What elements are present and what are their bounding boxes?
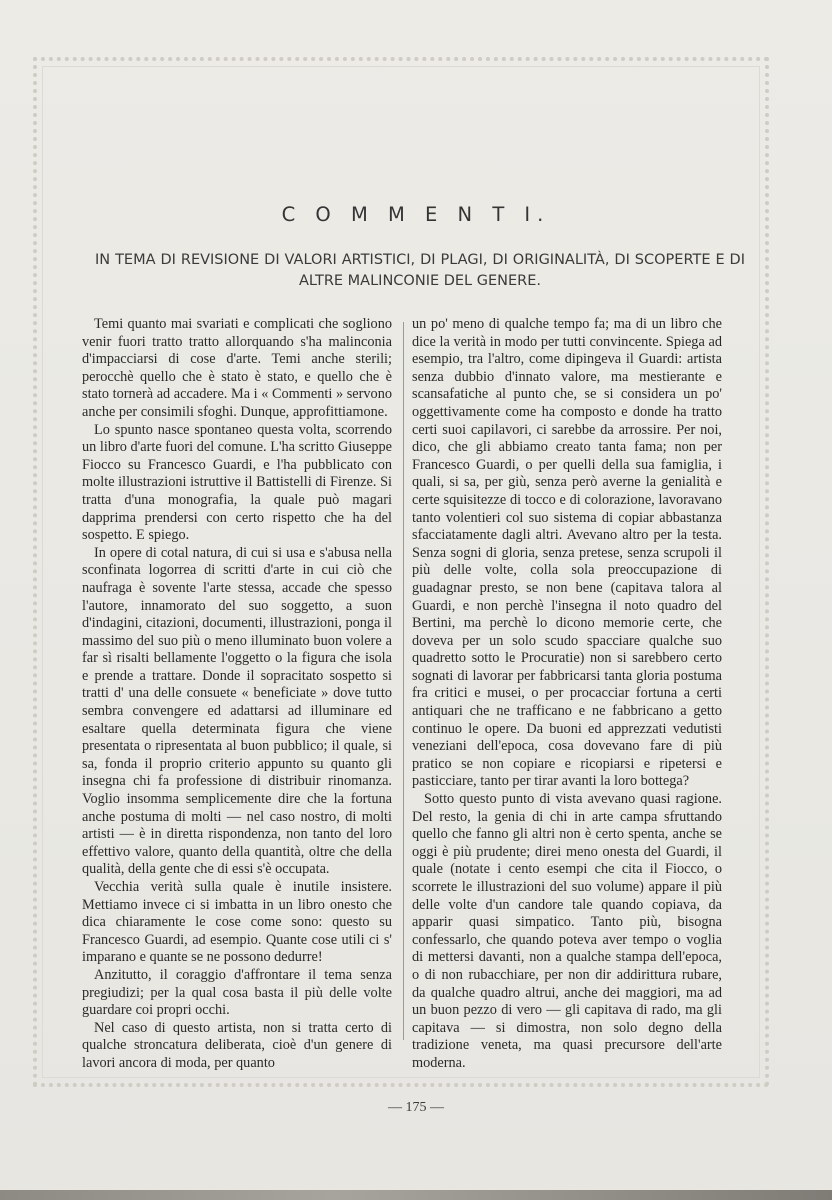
paragraph: Sotto questo punto di vista avevano quasi ragione. Del resto, la genia di chi in arte campa sfruttando quello che fanno gli altri non è certo spenta, anche se oggi è più prudente; direi meno onesta del Guardi, il quale (notate i cento esempi che cita il Fiocco, o scorrete le illustrazioni del suo volume) appare il più delle volte d'un candore tale quando copiava, da apparir quasi simpatico. Tanto più, bisogna confessarlo, che quando poteva aver tempo o voglia di mettersi davanti, non a qualche stampa dell'epoca, o di non rubacchiare, per non dir addirittura rubare, da qualche quadro altrui, anche dei maggiori, ma ad un buon pezzo di vero — gli capitava di rado, ma gli capitava — si dimostra, non solo degno della tradizione veneta, ma quasi precursore dell'arte moderna. xyxy=(412,791,722,1071)
scan-edge xyxy=(0,1190,832,1200)
left-column xyxy=(82,316,392,1071)
page-number: — 175 — xyxy=(388,1100,444,1115)
paragraph: Anzitutto, il coraggio d'affrontare il tema senza pregiudizi; per la qual cosa basta il più delle volte guardare coi propri occhi. xyxy=(82,966,392,1019)
paragraph: Vecchia verità sulla quale è inutile insistere. Mettiamo invece ci si imbatta in un libro onesto che dica chiaramente le cose come sono: questo su Francesco Guardi, ad esempio. Quante cose utili ci s' imparano e quante se ne possono dedurre! xyxy=(82,879,392,966)
column-divider xyxy=(403,322,404,1040)
paragraph: Lo spunto nasce spontaneo questa volta, scorrendo un libro d'arte fuori del comune. L'ha scritto Giuseppe Fiocco su Francesco Guardi, e l'ha pubblicato con molte illustrazioni istruttive il Battistelli di Firenze. Si tratta d'una monografia, la quale può magari dapprima prendersi con certo rispetto che ha del sospetto. E spiego. xyxy=(82,421,392,544)
paragraph: Temi quanto mai svariati e complicati che sogliono venir fuori tratto tratto allorquando s'ha malinconia d'impacciarsi di cose d'arte. Temi anche sterili; perocchè quello che è stato è stato, e quello che è stato tornerà ad accadere. Ma i « Commenti » servono anche per consimili sfoghi. Dunque, approfittiamone. xyxy=(82,316,392,420)
paragraph: un po' meno di qualche tempo fa; ma di un libro che dice la verità in modo per tutti convincente. Spiega ad esempio, tra l'altro, come dipingeva il Guardi: artista senza dubbio d'innato valore, ma mestierante e scansafatiche al punto che, se si considera un po' oggettivamente come ha composto e donde ha tratto certi suoi capilavori, ci sarebbe da arrossire. Per noi, dico, che gli abbiamo creato tanta fama; non per Francesco Guardi, o per quelli della sua famiglia, i quali, si sa, per giù, senza però averne la genialità e certe squisitezze di tocco e di colorazione, lavoravano tanto volentieri col suo sistema di copiar abbastanza sfacciatamente dagli altri. Avevano altro per la testa. Senza sogni di gloria, senza pretese, senza scrupoli il più delle volte, colla sola preoccupazione di guadagnar presto, se non bene (capitava talora al Guardi, e non perchè l'insegna il noto quadro del Bertini, ma perchè lo dicono memorie certe, che doveva per un solo scudo spacciare qualche suo quadretto sotto le Procuratie) non si sarebbero certo sognati di lavorar per fabbricarsi tanta gloria postuma fra critici e musei, o per procacciar fortuna a certi antiquari che ne trafficano e ne fabbricano a getto continuo le opere. Da buoni ed apprezzati vedutisti veneziani dell'epoca, cosa dovevano fare di più pratico se non copiare e ricopiarsi e ripetersi e pasticciare, tanto per tirar avanti la loro bottega? xyxy=(412,316,722,790)
paragraph: Nel caso di questo artista, non si tratta certo di qualche stroncatura deliberata, cioè d'un genere di lavori ancora di moda, per quanto xyxy=(82,1019,392,1071)
section-title: C O M M E N T I. xyxy=(281,203,551,226)
section-subtitle: IN TEMA DI REVISIONE DI VALORI ARTISTICI, DI PLAGI, DI ORIGINALITÀ, DI SCOPERTE E DI ALTRE MALINCONIE DEL GENERE. xyxy=(95,252,745,289)
paragraph: In opere di cotal natura, di cui si usa e s'abusa nella sconfinata logorrea di scritti d'arte in cui ciò che naufraga è sovente l'arte stessa, accade che spesso l'autore, innamorato del suo soggetto, a suon d'indagini, citazioni, documenti, illustrazioni, ponga il massimo del suo più o meno illuminato buon volere a far sì risalti bellamente l'oggetto o la figura che isola e prende a trattare. Donde il sopracitato sospetto si tratti d' una delle consuete « beneficiate » dove tutto sembra convengere ed adattarsi ad illuminare ed esaltare quella determinata figura che viene presentata o ripresentata al buon pubblico; il quale, si sa, fonda il proprio criterio appunto su quanto gli insegna chi fa professione di distribuir rinomanza. Voglio insomma semplicemente dire che la fortuna anche postuma di molti — nel caso nostro, di molti artisti — è in diretta rispondenza, non tanto del loro effettivo valore, quanto della quantità, oltre che della qualità, della gente che di essi s'è occupata. xyxy=(82,544,392,878)
right-column xyxy=(412,316,722,1071)
